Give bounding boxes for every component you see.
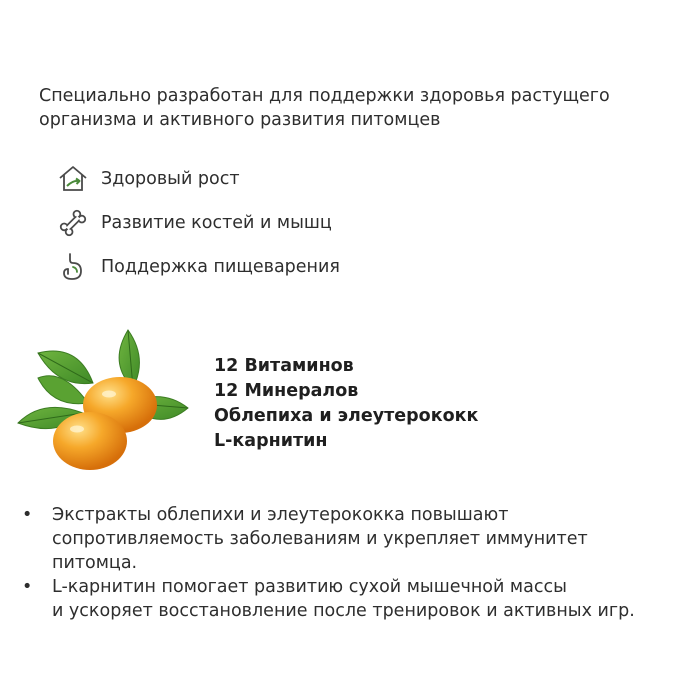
ingredients-list [214,354,478,454]
bullet-line: сопротивляемость заболеваниям и укрепляет иммунитет [52,529,588,549]
bullet-line: L-карнитин помогает развитию сухой мышечной массы [52,577,567,597]
intro-text [39,84,679,132]
bullet-line: Экстракты облепихи и элеутерококка повышают [52,505,509,525]
bullet-item [22,503,682,575]
feature-label: Развитие костей и мышц [101,213,332,233]
bone-icon [55,206,91,240]
bullet-dot: • [22,577,33,597]
bullet-item [22,575,682,623]
house-growth-icon [55,162,91,196]
feature-item-digestion [55,250,340,284]
stomach-icon [55,250,91,284]
ingredient-item: L-карнитин [214,431,328,451]
ingredient-item: 12 Витаминов [214,356,354,376]
feature-label: Здоровый рост [101,169,240,189]
benefit-bullets [22,503,682,623]
sea-buckthorn-illustration [13,328,198,478]
bullet-line: питомца. [52,553,138,573]
intro-line-1: Специально разработан для поддержки здоровья растущего [39,86,610,106]
ingredient-item: Облепиха и элеутерококк [214,406,479,426]
intro-line-2: организма и активного развития питомцев [39,110,441,130]
bullet-dot: • [22,505,33,525]
feature-item-bones [55,206,332,240]
bullet-line: и ускоряет восстановление после тренировок и активных игр. [52,601,635,621]
feature-item-growth [55,162,240,196]
ingredient-item: 12 Минералов [214,381,359,401]
feature-label: Поддержка пищеварения [101,257,340,277]
